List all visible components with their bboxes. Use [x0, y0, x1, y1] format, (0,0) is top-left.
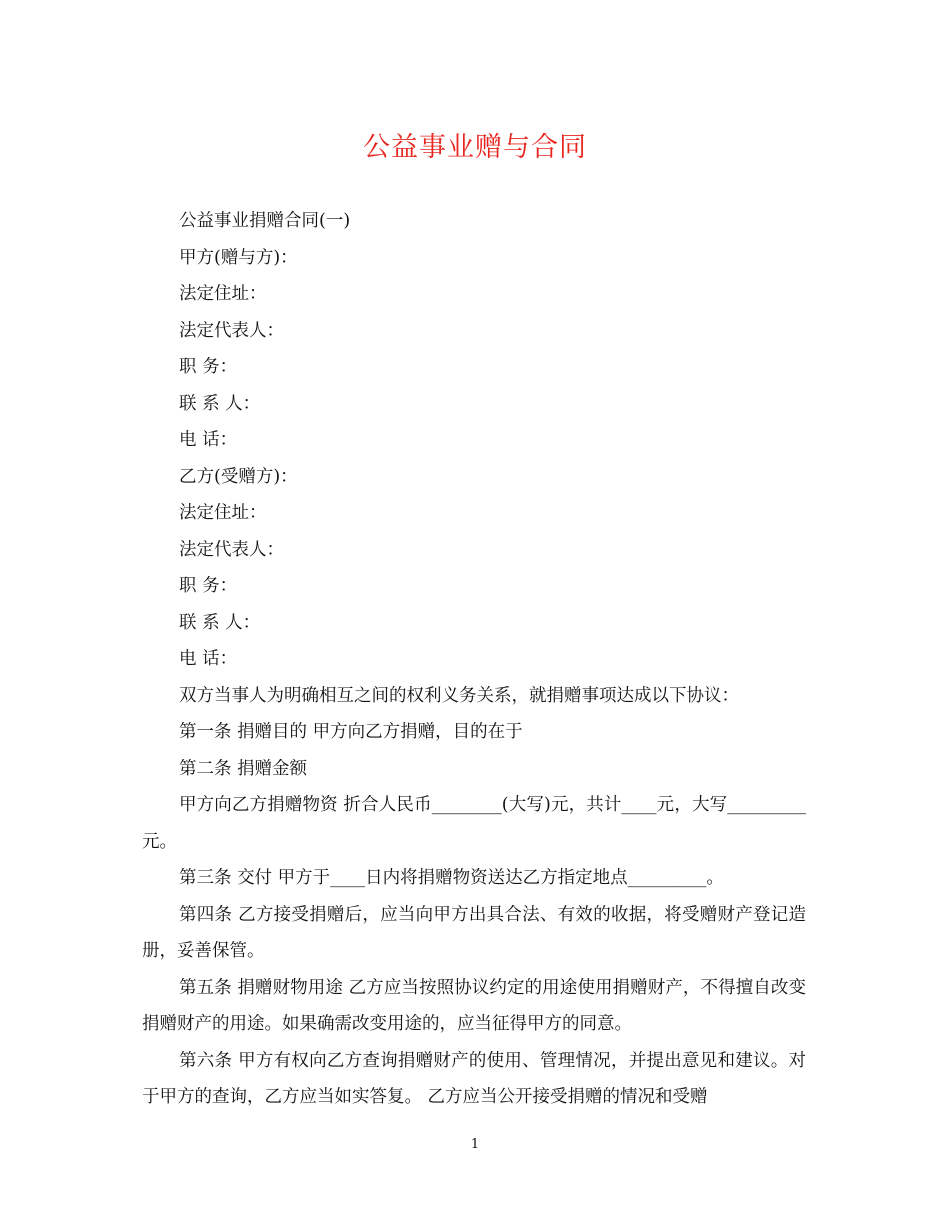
- article-6-inquiry-paragraph: 第六条 甲方有权向乙方查询捐赠财产的使用、管理情况，并提出意见和建议。对于甲方的查询，乙方应当如实答复。 乙方应当公开接受捐赠的情况和受赠: [142, 1050, 806, 1107]
- article-4-receipt-paragraph: 第四条 乙方接受捐赠后，应当向甲方出具合法、有效的收据，将受赠财产登记造册，妥善保管。: [142, 904, 806, 961]
- article-2-amount-paragraph: 甲方向乙方捐赠物资 折合人民币________(大写)元，共计____元，大写_________元。: [142, 795, 806, 852]
- party-a-position-label: 职 务：: [179, 357, 238, 377]
- agreement-preamble: 双方当事人为明确相互之间的权利义务关系，就捐赠事项达成以下协议：: [179, 685, 739, 706]
- contract-subtitle: 公益事业捐赠合同(一): [179, 211, 351, 231]
- article-5-usage-paragraph: 第五条 捐赠财物用途 乙方应当按照协议约定的用途使用捐赠财产，不得擅自改变捐赠财产的用途。如果确需改变用途的，应当征得甲方的同意。: [142, 977, 806, 1034]
- party-b-address-label: 法定住址：: [179, 503, 267, 523]
- document-body: [142, 203, 806, 1116]
- party-b-representative-label: 法定代表人：: [179, 539, 284, 560]
- party-b-position-label: 职 务：: [179, 576, 238, 596]
- article-2-heading: 第二条 捐赠金额: [179, 758, 308, 779]
- party-b-heading: 乙方(受赠方)：: [179, 466, 298, 487]
- article-3-delivery-paragraph: 第三条 交付 甲方于____日内将捐赠物资送达乙方指定地点_________。: [179, 868, 724, 888]
- party-b-phone-label: 电 话：: [179, 649, 238, 669]
- party-a-address-label: 法定住址：: [179, 284, 267, 304]
- party-b-contact-label: 联 系 人：: [179, 612, 261, 633]
- page-number: 1: [470, 1137, 480, 1152]
- article-1-purpose: 第一条 捐赠目的 甲方向乙方捐赠，目的在于: [179, 722, 523, 742]
- party-a-contact-label: 联 系 人：: [179, 393, 261, 414]
- party-a-heading: 甲方(赠与方)：: [179, 247, 298, 268]
- party-a-representative-label: 法定代表人：: [179, 320, 284, 341]
- party-a-phone-label: 电 话：: [179, 430, 238, 450]
- document-title: 公益事业赠与合同: [363, 132, 587, 163]
